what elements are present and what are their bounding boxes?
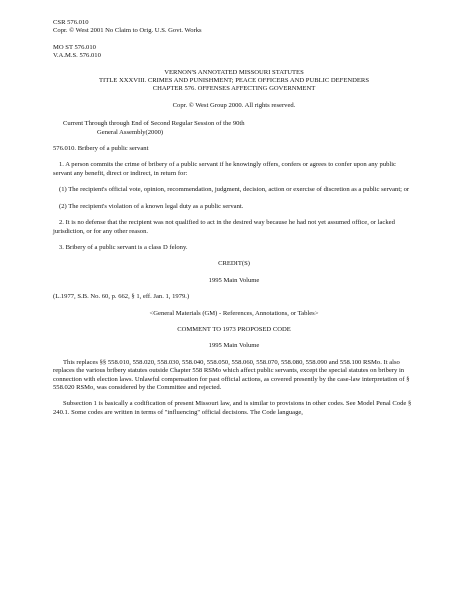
chapter-heading: CHAPTER 576. OFFENSES AFFECTING GOVERNMENT [152,85,316,93]
title-heading: TITLE XXXVIII. CRIMES AND PUNISHMENT; PEACE OFFICERS AND PUBLIC DEFENDERS [99,77,369,85]
credits-text: (L.1977, S.B. No. 60, p. 662, § 1, eff. Jan. 1, 1979.) [53,293,190,301]
citation: CSR 576.010 [53,19,89,26]
currency-line-2: General Assembly(2000) [97,128,164,136]
credits-volume: 1995 Main Volume [208,276,260,284]
vams-citation: V.A.M.S. 576.010 [53,52,101,60]
comment-paragraph-2: Subsection 1 is basically a codification of present Missouri law, and is similar to provisions in other codes. See Model Penal Code § 240.1. Some codes are written in terms of "influencing" official decisions. The Code language, [53,400,412,416]
comment-paragraph-1: This replaces §§ 558.010, 558.020, 558.030, 558.040, 558.050, 558.060, 558.070, 558.080, 558.090 and 558.100 RSMo. It also replaces the various bribery statutes outside Chapter 558 RSMo which affect public servants, except the special statutes on bribery in connection with election laws. Unlawful compensation for past official actions, as covered presently by the case-law interpretation of § 558.020 RSMo, was considered by the Committee and rejected. [53,358,410,391]
paragraph-2: 2. It is no defense that the recipient was not qualified to act in the desired way because he had not yet assumed office, or lacked jurisdiction, or for any other reason. [53,219,395,235]
comment-volume: 1995 Main Volume [208,342,260,350]
copyright-line: Copr. © West Group 2000. All rights reserved. [172,101,296,109]
paragraph-3: 3. Bribery of a public servant is a class D felony. [59,243,188,251]
currency-line-1: Current Through through End of Second Regular Session of the 90th [63,120,245,128]
paragraph-clause-1: (1) The recipient's official vote, opinion, recommendation, judgment, decision, action or exercise of discretion as a public servant; or [59,186,410,194]
mo-st-citation: MO ST 576.010 [53,43,96,51]
credits-heading: CREDIT(S) [218,260,250,268]
paragraph-1: 1. A person commits the crime of bribery of a public servant if he knowingly offers, confers or agrees to confer upon any public servant any benefit, direct or indirect, in return for: [53,161,396,177]
section-title: 576.010. Bribery of a public servant [53,145,149,153]
general-materials-heading: <General Materials (GM) - References, Annotations, or Tables> [149,309,319,317]
paragraph-clause-2: (2) The recipient's violation of a known legal duty as a public servant. [59,202,244,210]
copyright-notice: Copr. © West 2001 No Claim to Orig. U.S. Govt. Works [53,27,202,35]
comment-heading: COMMENT TO 1973 PROPOSED CODE [177,325,291,333]
statute-title: VERNON'S ANNOTATED MISSOURI STATUTES [164,68,304,76]
